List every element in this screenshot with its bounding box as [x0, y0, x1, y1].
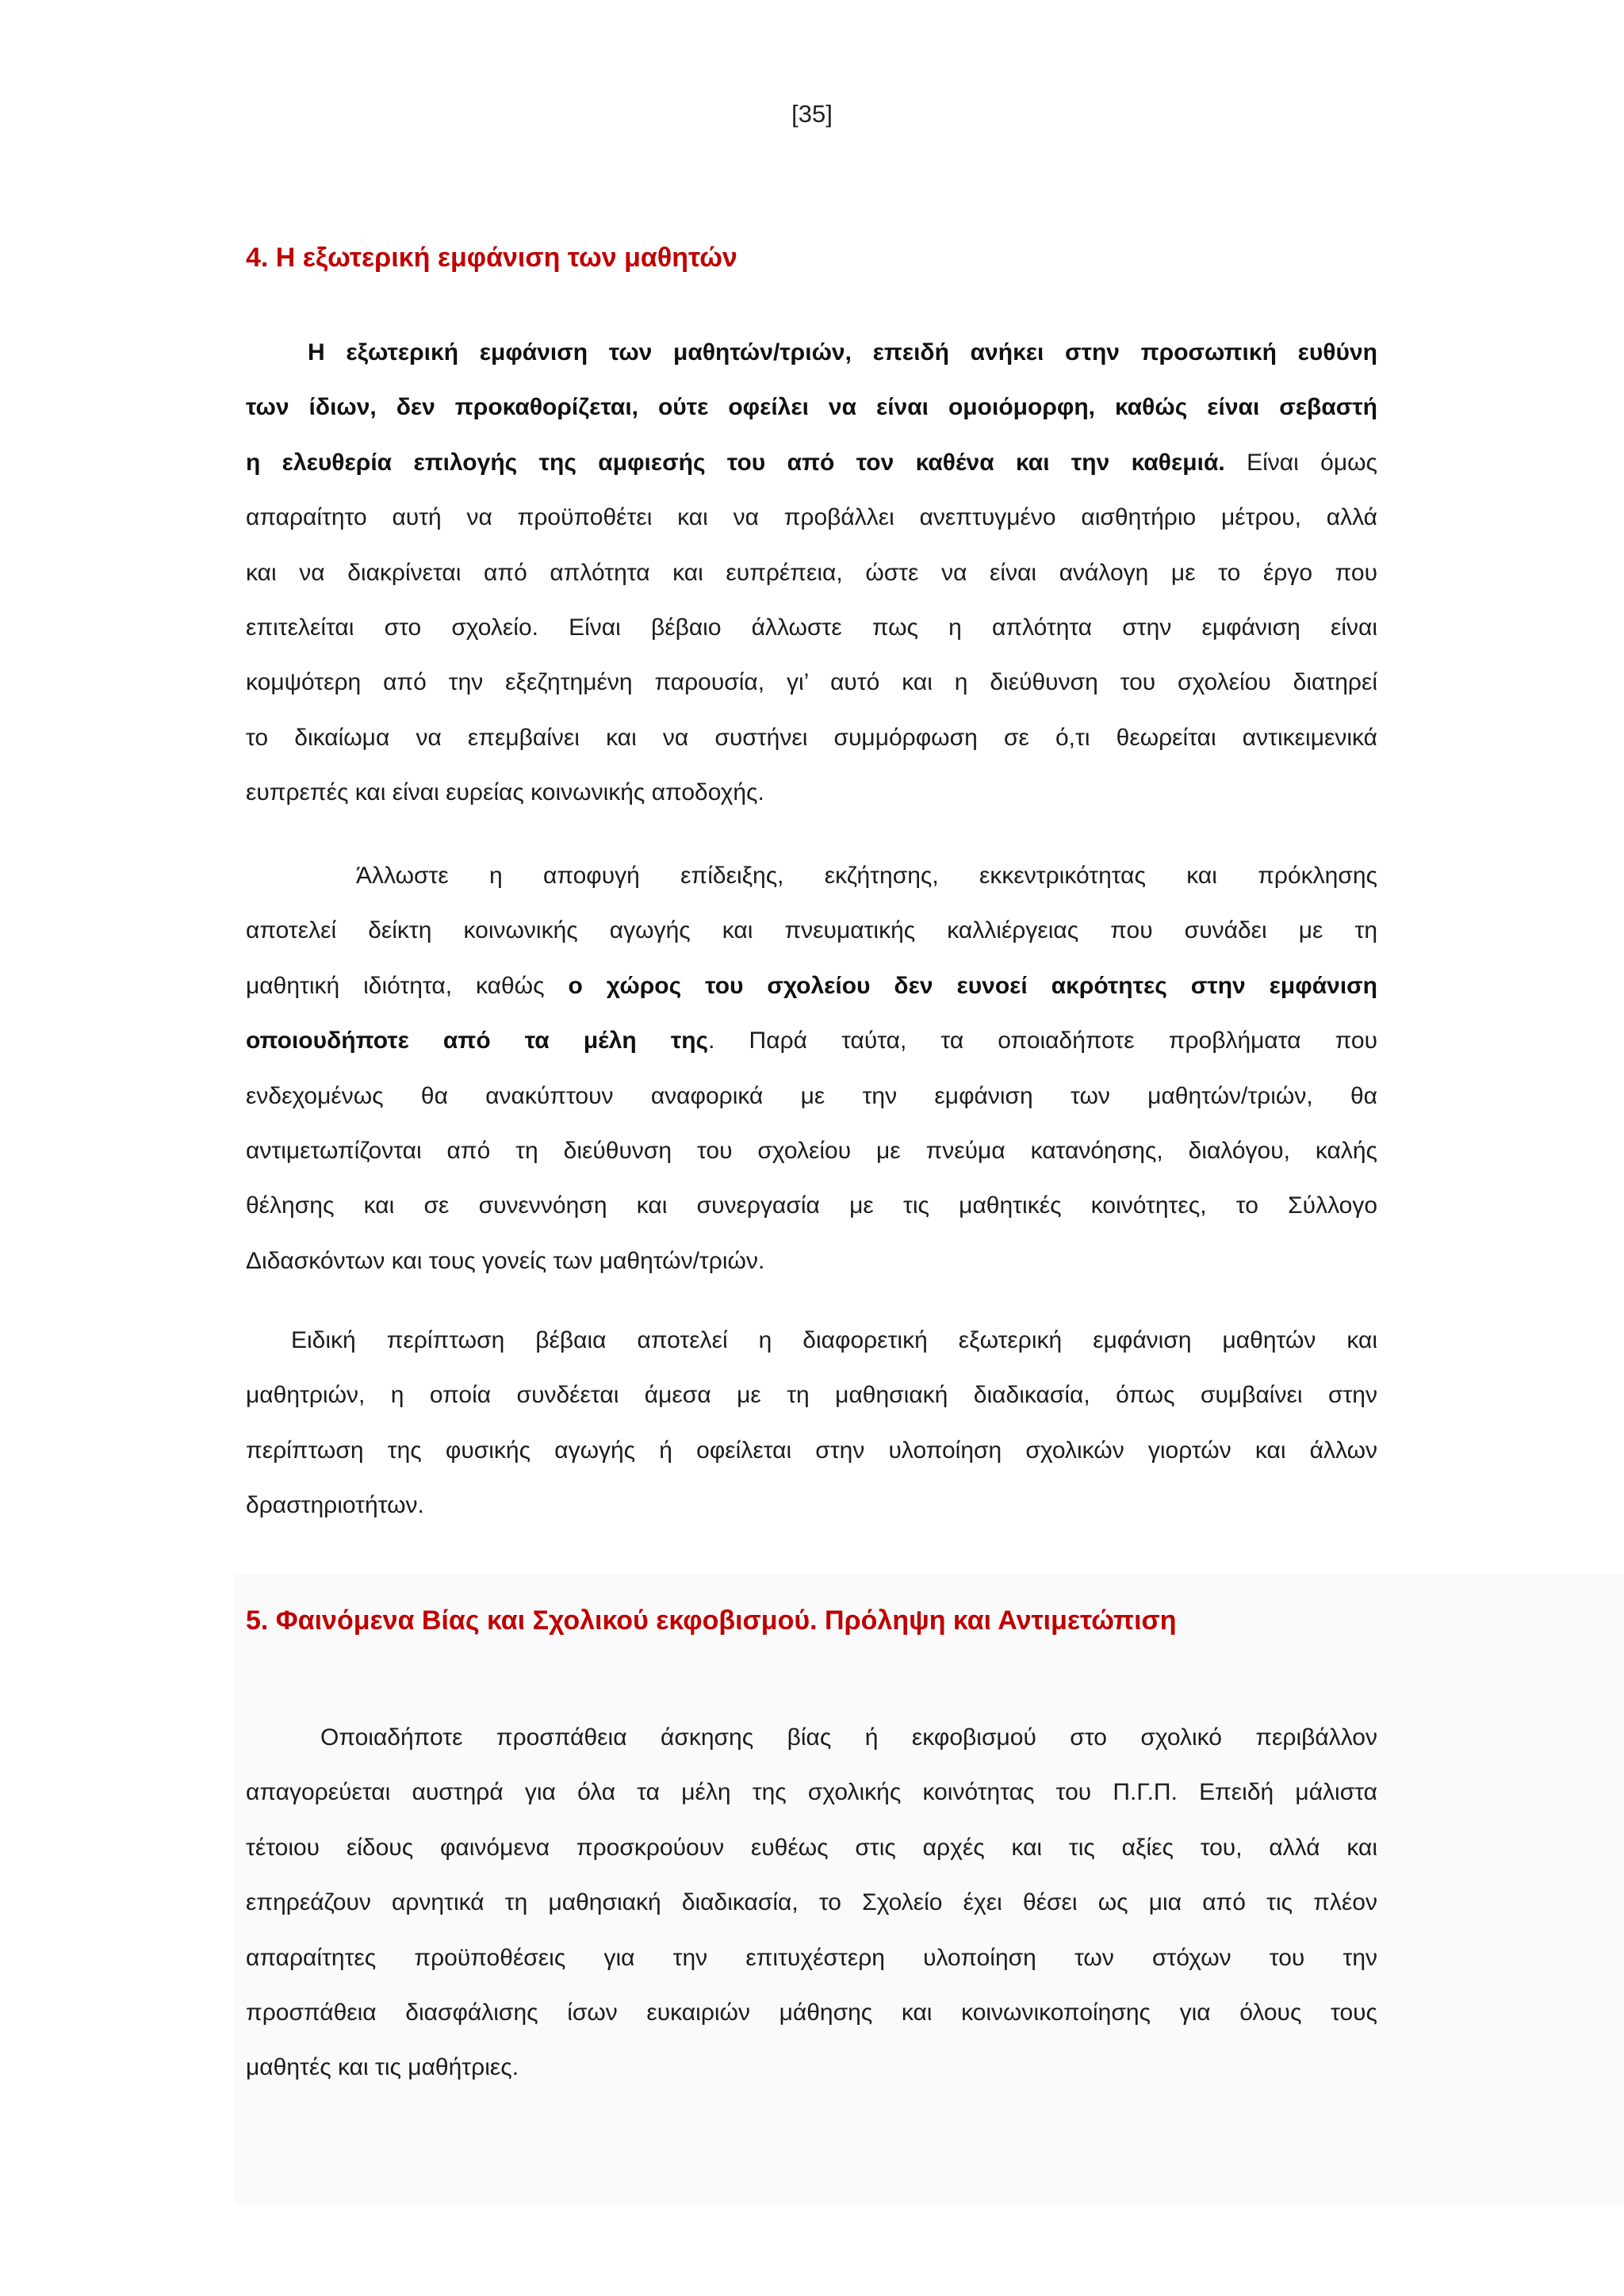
text-line [246, 2040, 1377, 2095]
text-line [246, 1985, 1377, 2040]
text-run: απαραίτητο αυτή να προϋποθέτει και να προβάλλει ανεπτυγμένο αισθητήριο μέτρου, αλλά [246, 504, 1377, 531]
text-run: Είναι όμως [1224, 449, 1377, 476]
text-run: το δικαίωμα να επεμβαίνει και να συστήνει συμμόρφωση σε ό,τι θεωρείται αντικειμενικά [246, 724, 1377, 751]
text-line [246, 380, 1377, 434]
text-line [246, 1069, 1377, 1123]
text-line [246, 959, 1377, 1013]
text-line [246, 1123, 1377, 1178]
bold-text-run: των ίδιων, δεν προκαθορίζεται, ούτε οφείλει να είναι ομοιόμορφη, καθώς είναι σεβαστή [246, 394, 1377, 421]
text-run: αποτελεί δείκτη κοινωνικής αγωγής και πνευματικής καλλιέργειας που συνάδει με τη [246, 917, 1377, 944]
text-line [246, 1313, 1377, 1368]
text-line [246, 1234, 1377, 1288]
bold-text-run: Η εξωτερική εμφάνιση των μαθητών/τριών, επειδή ανήκει στην προσωπική ευθύνη [308, 339, 1377, 365]
text-run: αντιμετωπίζονται από τη διεύθυνση του σχολείου με πνεύμα κατανόησης, διαλόγου, καλής [246, 1138, 1377, 1165]
text-line [246, 1875, 1377, 1930]
text-run: και να διακρίνεται από απλότητα και ευπρέπεια, ώστε να είναι ανάλογη με το έργο που [246, 559, 1377, 586]
text-run: . Παρά ταύτα, τα οποιαδήποτε προβλήματα που [708, 1027, 1377, 1054]
page-number: [35] [791, 100, 833, 128]
text-line [246, 765, 1377, 820]
text-run: περίπτωση της φυσικής αγωγής ή οφείλεται στην υλοποίηση σχολικών γιορτών και άλλων [246, 1437, 1377, 1464]
text-run: μαθητριών, η οποία συνδέεται άμεσα με τη μαθησιακή διαδικασία, όπως συμβαίνει στην [246, 1382, 1377, 1409]
paragraph-appearance-intro [246, 325, 1377, 821]
bold-text-run: ο χώρος του σχολείου δεν ευνοεί ακρότητες στην εμφάνιση [568, 972, 1378, 999]
text-run: Διδασκόντων και τους γονείς των μαθητών/τριών. [246, 1247, 765, 1274]
paragraph-appearance-avoidance [246, 848, 1377, 1288]
text-run: Οποιαδήποτε προσπάθεια άσκησης βίας ή εκφοβισμού στο σχολικό περιβάλλον [320, 1724, 1377, 1751]
text-line [246, 710, 1377, 765]
text-run: τέτοιου είδους φαινόμενα προσκρούουν ευθέως στις αρχές και τις αξίες του, αλλά και [246, 1834, 1377, 1861]
bold-text-run: η ελευθερία επιλογής της αμφιεσής του από τον καθένα και την καθεμιά. [246, 449, 1225, 476]
text-line [246, 1013, 1377, 1068]
text-line [246, 1478, 1377, 1533]
text-line [246, 545, 1377, 600]
text-run: ευπρεπές και είναι ευρείας κοινωνικής αποδοχής. [246, 779, 764, 806]
text-line [246, 655, 1377, 710]
text-run: απαραίτητες προϋποθέσεις για την επιτυχέστερη υλοποίηση των στόχων του την [246, 1944, 1377, 1971]
text-run: προσπάθεια διασφάλισης ίσων ευκαιριών μάθησης και κοινωνικοποίησης για όλους τους [246, 1999, 1377, 2026]
text-run: κομψότερη από την εξεζητημένη παρουσία, γι’ αυτό και η διεύθυνση του σχολείου διατηρεί [246, 669, 1377, 696]
text-line [246, 1368, 1377, 1422]
section-5-heading: 5. Φαινόμενα Βίας και Σχολικού εκφοβισμού. Πρόληψη και Αντιμετώπιση [246, 1605, 1177, 1636]
text-run: μαθητές και τις μαθήτριες. [246, 2054, 519, 2081]
text-run: θέλησης και σε συνεννόηση και συνεργασία με τις μαθητικές κοινότητες, το Σύλλογο [246, 1192, 1377, 1219]
text-line [246, 1765, 1377, 1820]
text-line [246, 903, 1377, 958]
text-run: επηρεάζουν αρνητικά τη μαθησιακή διαδικασία, το Σχολείο έχει θέσει ως μια από τις πλέον [246, 1889, 1377, 1916]
text-run: απαγορεύεται αυστηρά για όλα τα μέλη της σχολικής κοινότητας του Π.Γ.Π. Επειδή μάλιστα [246, 1779, 1377, 1806]
text-run: επιτελείται στο σχολείο. Είναι βέβαιο άλλωστε πως η απλότητα στην εμφάνιση είναι [246, 614, 1377, 641]
text-line [246, 435, 1377, 490]
text-line [246, 600, 1377, 655]
paragraph-violence-bullying [246, 1710, 1377, 2095]
text-run: μαθητική ιδιότητα, καθώς [246, 972, 569, 999]
text-run: Άλλωστε η αποφυγή επίδειξης, εκζήτησης, εκκεντρικότητας και πρόκλησης [356, 863, 1377, 889]
text-run: ενδεχομένως θα ανακύπτουν αναφορικά με την εμφάνιση των μαθητών/τριών, θα [246, 1082, 1377, 1109]
text-run: δραστηριοτήτων. [246, 1492, 424, 1519]
bold-text-run: οποιουδήποτε από τα μέλη της [246, 1027, 709, 1054]
text-run: Ειδική περίπτωση βέβαια αποτελεί η διαφορετική εξωτερική εμφάνιση μαθητών και [291, 1327, 1377, 1353]
text-line [246, 1820, 1377, 1875]
text-line [246, 1931, 1377, 1985]
text-line [246, 490, 1377, 545]
text-line [246, 1710, 1377, 1765]
text-line [246, 1423, 1377, 1478]
text-line [246, 1178, 1377, 1233]
text-line [246, 848, 1377, 903]
text-line [246, 325, 1377, 380]
paragraph-appearance-special-case [246, 1313, 1377, 1533]
section-4-heading: 4. Η εξωτερική εμφάνιση των μαθητών [246, 243, 737, 273]
